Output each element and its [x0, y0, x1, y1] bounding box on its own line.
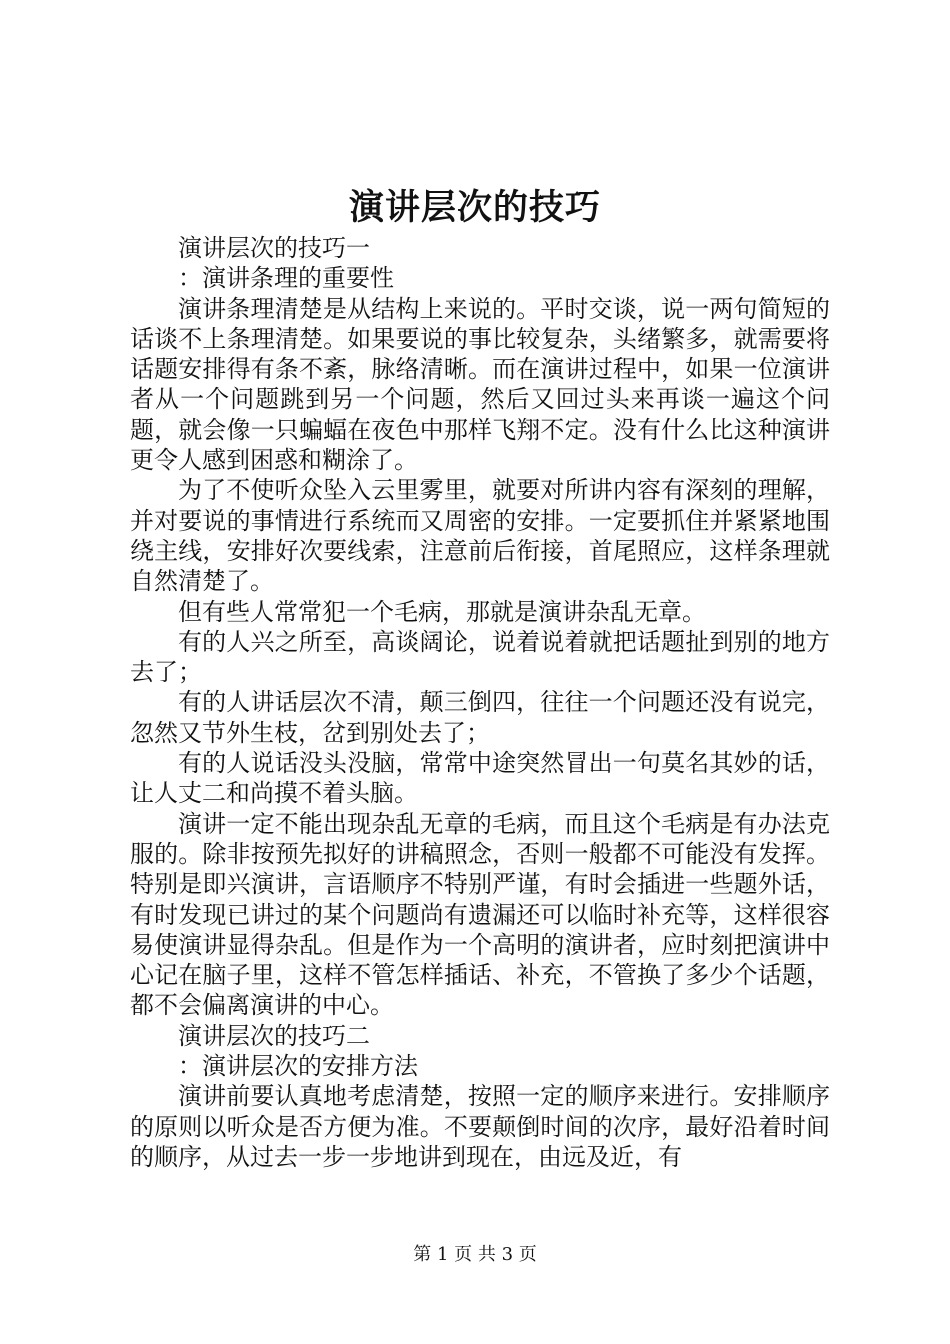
section-subheading-1: ：演讲条理的重要性 [178, 264, 394, 293]
document-title: 演讲层次的技巧 [348, 187, 601, 228]
paragraph: 有的人兴之所至，高谈阔论，说着说着就把话题扯到别的地方去了； [130, 627, 830, 687]
paragraph: 演讲一定不能出现杂乱无章的毛病，而且这个毛病是有办法克服的。除非按预先拟好的讲稿照念，否则一般都不可能没有发挥。特别是即兴演讲，言语顺序不特别严谨，有时会插进一些题外话，有时发现已讲过的某个问题尚有遗漏还可以临时补充等，这样很容易使演讲显得杂乱。但是作为一个高明的演讲者，应时刻把演讲中心记在脑子里，这样不管怎样插话、补充，不管换了多少个话题，都不会偏离演讲的中心。 [130, 809, 830, 1020]
paragraph: 有的人讲话层次不清，颠三倒四，往往一个问题还没有说完，忽然又节外生枝，岔到别处去了； [130, 688, 830, 747]
paragraph: 演讲前要认真地考虑清楚，按照一定的顺序来进行。安排顺序的原则以听众是否方便为准。不要颠倒时间的次序，最好沿着时间的顺序，从过去一步一步地讲到现在，由远及近，有 [130, 1082, 830, 1171]
paragraph: 但有些人常常犯一个毛病，那就是演讲杂乱无章。 [178, 597, 706, 626]
page-footer: 第 1 页 共 3 页 [413, 1244, 537, 1265]
section-heading-1: 演讲层次的技巧一 [178, 234, 370, 262]
section-subheading-2: ：演讲层次的安排方法 [178, 1052, 418, 1081]
paragraph: 有的人说话没头没脑，常常中途突然冒出一句莫名其妙的话，让人丈二和尚摸不着头脑。 [130, 749, 830, 808]
document-body [130, 233, 830, 1172]
section-heading-2: 演讲层次的技巧二 [178, 1021, 370, 1050]
paragraph: 演讲条理清楚是从结构上来说的。平时交谈，说一两句简短的话谈不上条理清楚。如果要说的事比较复杂，头绪繁多，就需要将话题安排得有条不紊，脉络清晰。而在演讲过程中，如果一位演讲者从一个问题跳到另一个问题，然后又回过头来再谈一遍这个问题，就会像一只蝙蝠在夜色中那样飞翔不定。没有什么比这种演讲更令人感到困惑和糊涂了。 [130, 294, 830, 475]
paragraph: 为了不使听众坠入云里雾里，就要对所讲内容有深刻的理解，并对要说的事情进行系统而又周密的安排。一定要抓住并紧紧地围绕主线，安排好次要线索，注意前后衔接，首尾照应，这样条理就自然清楚了。 [130, 476, 830, 596]
